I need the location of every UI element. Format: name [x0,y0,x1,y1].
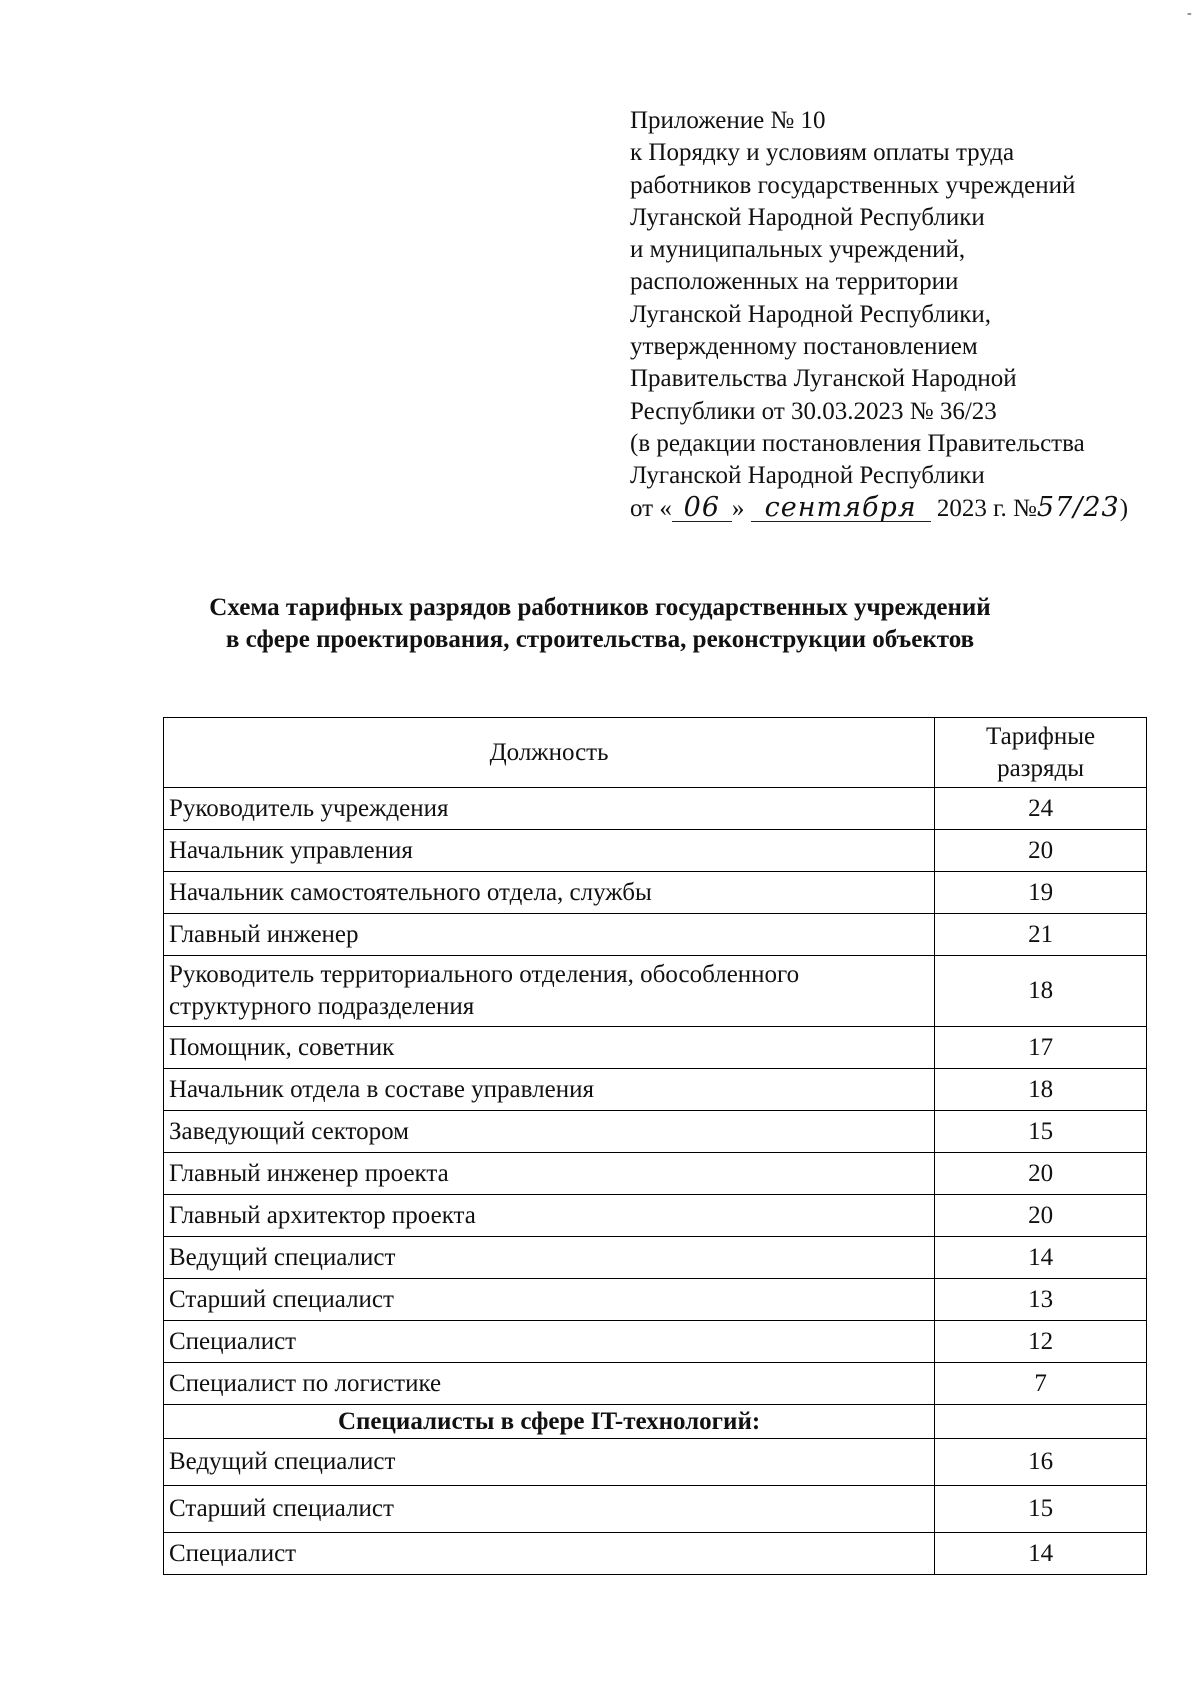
table-row [164,1439,1147,1486]
corner-mark: - [1187,6,1192,21]
position-cell: Старший специалист [164,1279,935,1321]
position-cell: Руководитель учреждения [164,788,935,830]
table-row [164,1363,1147,1405]
grade-cell: 15 [935,1486,1147,1533]
appendix-line: и муниципальных учреждений, [630,236,966,264]
grade-cell: 15 [935,1111,1147,1153]
handwritten-number: 57/23 [1036,491,1120,523]
position-cell: Заведующий сектором [164,1111,935,1153]
position-cell: Главный инженер [164,914,935,956]
grade-cell: 21 [935,914,1147,956]
appendix-line: Луганской Народной Республики [630,462,985,490]
header-grade-line: Тарифные [986,722,1096,750]
position-cell [164,956,935,1027]
table-row [164,1027,1147,1069]
handwritten-month: сентября [751,495,931,522]
table-row [164,1533,1147,1575]
position-cell: Специалист [164,1321,935,1363]
appendix-line: (в редакции постановления Правительства [630,429,1085,457]
position-cell-line: структурного подразделения [169,993,475,1020]
position-cell: Специалист по логистике [164,1363,935,1405]
position-cell: Начальник управления [164,830,935,872]
grade-cell: 7 [935,1363,1147,1405]
position-cell: Начальник отдела в составе управления [164,1069,935,1111]
appendix-line: Правительства Луганской Народной [630,365,1017,393]
position-cell: Начальник самостоятельного отдела, службы [164,872,935,914]
position-cell: Специалист [164,1533,935,1575]
table-row [164,1195,1147,1237]
table-row [164,914,1147,956]
grade-cell: 14 [935,1237,1147,1279]
appendix-line: расположенных на территории [630,268,959,296]
appendix-line: работников государственных учреждений [630,171,1076,199]
title-line: Схема тарифных разрядов работников государственных учреждений [209,594,991,621]
date-prefix: от « [630,494,672,522]
appendix-line: утвержденному постановлением [630,333,978,361]
grade-cell: 12 [935,1321,1147,1363]
appendix-header [630,105,1170,525]
grade-cell: 18 [935,1069,1147,1111]
position-cell: Ведущий специалист [164,1439,935,1486]
table-row [164,1111,1147,1153]
position-cell: Помощник, советник [164,1027,935,1069]
section-row [164,1405,1147,1439]
position-cell: Ведущий специалист [164,1237,935,1279]
table-row [164,1153,1147,1195]
position-cell: Старший специалист [164,1486,935,1533]
table-row [164,1486,1147,1533]
grade-cell: 17 [935,1027,1147,1069]
section-title: Специалисты в сфере IT-технологий: [164,1405,935,1439]
grade-cell: 19 [935,872,1147,914]
date-suffix: ) [1119,494,1129,522]
position-cell: Главный инженер проекта [164,1153,935,1195]
handwritten-day: 06 [672,495,732,522]
appendix-line: Республики от 30.03.2023 № 36/23 [630,397,997,425]
tariff-table [163,717,1147,1575]
appendix-line: к Порядку и условиям оплаты труда [630,139,1015,167]
grade-cell: 20 [935,1195,1147,1237]
table-row [164,1069,1147,1111]
grade-cell: 18 [935,956,1147,1027]
table-header-row [164,718,1147,788]
table-row [164,1321,1147,1363]
appendix-line: Приложение № 10 [630,107,826,134]
grade-cell: 24 [935,788,1147,830]
table-row [164,830,1147,872]
grade-cell: 20 [935,1153,1147,1195]
section-empty-cell [935,1405,1147,1439]
header-position: Должность [164,718,935,788]
position-cell-line: Руководитель территориального отделения, обособленного [169,961,800,988]
header-grade-line: разряды [997,754,1085,782]
table-row [164,1237,1147,1279]
grade-cell: 20 [935,830,1147,872]
table-row [164,788,1147,830]
document-title [0,592,1200,656]
table-row [164,956,1147,1027]
grade-cell: 14 [935,1533,1147,1575]
grade-cell: 16 [935,1439,1147,1486]
table-row [164,872,1147,914]
table-row [164,1279,1147,1321]
date-year: 2023 г. № [936,494,1037,522]
header-grade [935,718,1147,788]
appendix-date-line [630,493,1170,525]
date-quote-close: » [731,494,745,522]
position-cell: Главный архитектор проекта [164,1195,935,1237]
grade-cell: 13 [935,1279,1147,1321]
title-line: в сфере проектирования, строительства, реконструкции объектов [225,626,975,653]
appendix-line: Луганской Народной Республики [630,203,985,231]
appendix-line: Луганской Народной Республики, [630,300,991,328]
